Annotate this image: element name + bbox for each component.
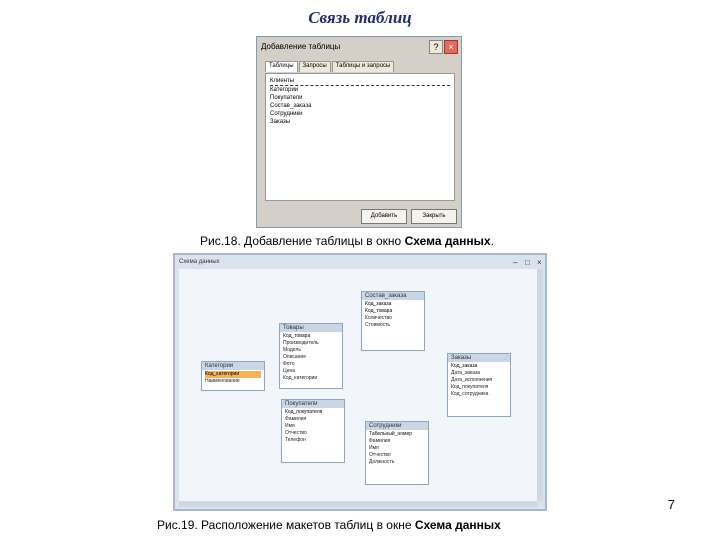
- field: Должность: [369, 459, 395, 465]
- vertical-scrollbar[interactable]: [537, 269, 543, 501]
- field: Код_покупателя: [451, 384, 489, 390]
- table-header[interactable]: Товары: [280, 324, 342, 332]
- tab-tables-and-queries[interactable]: Таблицы и запросы: [332, 61, 395, 72]
- list-item[interactable]: Категории: [270, 87, 299, 93]
- table-staff[interactable]: [365, 421, 429, 485]
- schema-window: [173, 253, 547, 511]
- field: Код_товара: [283, 333, 311, 339]
- field: Дата_исполнения: [451, 377, 493, 383]
- field: Код_категории: [205, 371, 261, 378]
- table-goods[interactable]: [279, 323, 343, 389]
- close-icon[interactable]: ×: [537, 258, 542, 267]
- field: Стоимость: [365, 322, 391, 328]
- list-item[interactable]: Заказы: [270, 119, 291, 125]
- close-button[interactable]: Закрыть: [411, 209, 457, 224]
- table-categories[interactable]: [201, 361, 265, 391]
- list-item[interactable]: Клиенты: [270, 77, 450, 86]
- field: Отчество: [369, 452, 391, 458]
- tab-queries[interactable]: Запросы: [299, 61, 331, 72]
- caption-fig19: Рис.19. Расположение макетов таблиц в окне Схема данных: [157, 518, 501, 532]
- field: Код_заказа: [365, 301, 392, 307]
- schema-title: Схема данных: [179, 259, 220, 265]
- field: Цена: [283, 368, 296, 374]
- dialog-title: Добавление таблицы: [261, 42, 341, 51]
- list-item[interactable]: Сотрудники: [270, 111, 303, 117]
- field: Имя: [285, 423, 295, 429]
- field: Отчество: [285, 430, 307, 436]
- minimize-icon[interactable]: –: [513, 258, 518, 267]
- field: Код_категории: [283, 375, 318, 381]
- horizontal-scrollbar[interactable]: [179, 501, 537, 507]
- maximize-icon[interactable]: □: [525, 258, 530, 267]
- field: Код_сотрудника: [451, 391, 489, 397]
- tables-list[interactable]: [265, 73, 455, 201]
- field: Количество: [365, 315, 392, 321]
- list-item[interactable]: Покупатели: [270, 95, 303, 101]
- table-zakazy[interactable]: [447, 353, 511, 417]
- dialog-tabs: [265, 61, 395, 72]
- table-header[interactable]: Покупатели: [282, 400, 344, 408]
- close-icon[interactable]: ×: [444, 40, 458, 54]
- table-header[interactable]: Заказы: [448, 354, 510, 362]
- field: Фамилия: [369, 438, 391, 444]
- help-button[interactable]: ?: [429, 40, 443, 54]
- field: Производитель: [283, 340, 319, 346]
- table-orders[interactable]: [361, 291, 425, 351]
- slide-title: Связь таблиц: [308, 8, 412, 27]
- table-header[interactable]: Сотрудники: [366, 422, 428, 430]
- field: Код_товара: [365, 308, 393, 314]
- field: Описание: [283, 354, 307, 360]
- table-buyers[interactable]: [281, 399, 345, 463]
- field: Наименование: [205, 378, 240, 384]
- tab-tables[interactable]: Таблицы: [265, 61, 298, 72]
- add-button[interactable]: Добавить: [361, 209, 407, 224]
- caption-fig18: Рис.18. Добавление таблицы в окно Схема данных.: [200, 234, 494, 248]
- field: Код_заказа: [451, 363, 478, 369]
- field: Код_покупателя: [285, 409, 323, 415]
- list-item[interactable]: Состав_заказа: [270, 103, 312, 109]
- field: Фото: [283, 361, 295, 367]
- field: Модель: [283, 347, 301, 353]
- field: Фамилия: [285, 416, 307, 422]
- field: Телефон: [285, 437, 306, 443]
- field: Дата_заказа: [451, 370, 481, 376]
- page-number: 7: [667, 497, 675, 512]
- schema-canvas[interactable]: [179, 269, 537, 501]
- table-header[interactable]: Категории: [202, 362, 264, 370]
- field: Имя: [369, 445, 379, 451]
- table-header[interactable]: Состав_заказа: [362, 292, 424, 300]
- add-table-dialog: [256, 36, 462, 228]
- field: Табельный_номер: [369, 431, 413, 437]
